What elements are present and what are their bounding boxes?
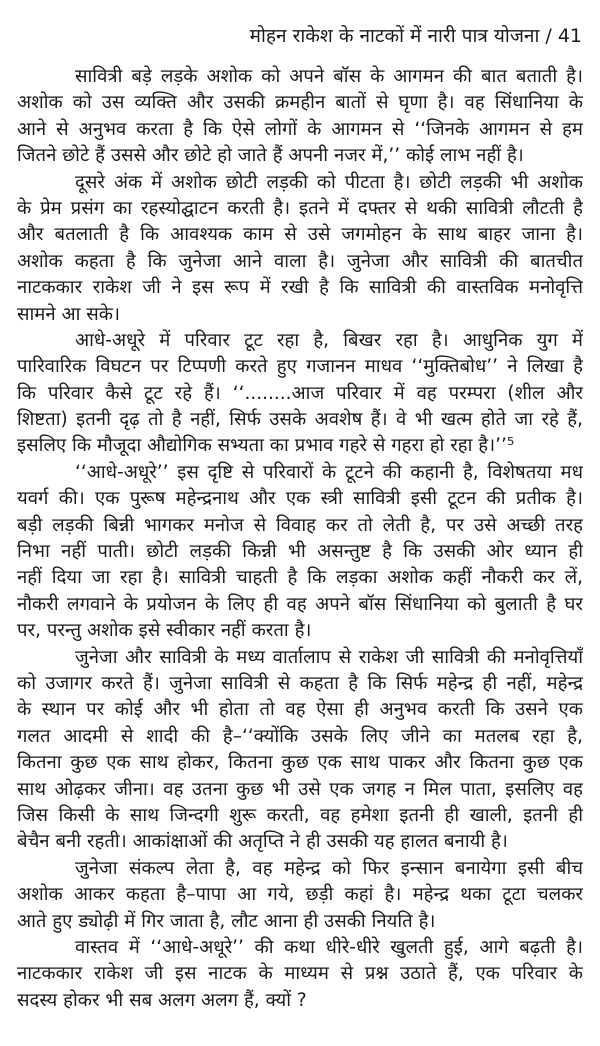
paragraph xyxy=(17,935,583,1014)
text-line: अशोक कहता है कि जुनेजा आने वाला है। जुनेजा और सावित्री की बातचीत xyxy=(17,250,583,272)
header-separator: / xyxy=(545,25,552,47)
text-line: पारिवारिक विघटन पर टिप्पणी करते हुए गजानन माधव ‘‘मुक्तिबोध’’ ने लिखा है xyxy=(17,356,583,378)
body-text xyxy=(17,64,583,1014)
text-line: यवर्ग की। एक पुरूष महेन्द्रनाथ और एक स्त्री सावित्री इसी टूटन की प्रतीक है। xyxy=(17,488,583,510)
text-line: कितना कुछ एक साथ होकर, कितना कुछ एक साथ पाकर और कितना कुछ एक xyxy=(17,752,583,774)
text-line: अशोक को उस व्यक्ति और उसकी क्रमहीन बातों से घृणा है। वह सिंधानिया के xyxy=(17,92,583,114)
text-line: नहीं दिया जा रहा है। सावित्री चाहती है कि लड़का अशोक कहीं नौकरी कर लें, xyxy=(17,567,583,589)
text-line: जुनेजा और सावित्री के मध्य वार्तालाप से राकेश जी सावित्री की मनोवृत्तियाँ xyxy=(75,646,583,668)
text-line: साथ ओढ़कर जीना। वह उतना कुछ भी उसे एक जगह न मिल पाता, इसलिए वह xyxy=(17,778,583,800)
text-line: आते हुए ड्योढ़ी में गिर जाता है, लौट आना ही उसकी नियति है। xyxy=(17,910,436,932)
running-header xyxy=(250,22,582,48)
paragraph xyxy=(17,645,583,856)
text-line: गलत आदमी से शादी की है–‘‘क्योंकि उसके लिए जीने का मतलब रहा है, xyxy=(17,725,583,747)
text-line: ‘‘आधे-अधूरे’’ इस दृष्टि से परिवारों के टूटने की कहानी है, विशेषतया मध xyxy=(75,461,583,483)
text-line: कि परिवार कैसे टूट रहे हैं। ‘‘........आज परिवार में वह परम्परा (शील और xyxy=(17,382,583,404)
text-line: अशोक आकर कहता है–पापा आ गये, छड़ी कहां है। महेन्द्र थका टूटा चलकर xyxy=(17,884,583,906)
paragraph xyxy=(17,170,583,328)
running-header-title: मोहन राकेश के नाटकों में नारी पात्र योजना xyxy=(249,25,540,47)
text-line: सावित्री बड़े लड़के अशोक को अपने बॉस के आगमन की बात बताती है। xyxy=(75,66,583,87)
paragraph xyxy=(17,328,583,460)
text-line: जिस किसी के साथ जिन्दगी शुरू करती, वह हमेशा इतनी ही खाली, इतनी ही xyxy=(17,804,583,826)
text-line: शिष्टता) इतनी दृढ़ तो है नहीं, सिर्फ उसके अवशेष हैं। वे भी खत्म होते जा रहे हैं, xyxy=(17,409,583,431)
text-line: जुनेजा संकल्प लेता है, वह महेन्द्र को फिर इन्सान बनायेगा इसी बीच xyxy=(75,857,583,879)
text-line: नाटककार राकेश जी इस नाटक के माध्यम से प्रश्न उठाते हैं, एक परिवार के xyxy=(17,963,583,985)
text-line: और बतलाती है कि आवश्यक काम से उसे जगमोहन के साथ बाहर जाना है। xyxy=(17,224,583,246)
text-line: वास्तव में ‘‘आधे-अधूरे’’ की कथा धीरे-धीरे खुलती हुई, आगे बढ़ती है। xyxy=(75,936,583,958)
paragraph xyxy=(17,460,583,645)
text-line: नौकरी लगवाने के प्रयोजन के लिए ही वह अपने बॉस सिंधानिया को बुलाती है घर xyxy=(17,593,583,615)
text-line: पर, परन्तु अशोक इसे स्वीकार नहीं करता है। xyxy=(17,620,312,642)
text-line: आधे-अधूरे में परिवार टूट रहा है, बिखर रहा है। आधुनिक युग में xyxy=(75,329,583,351)
text-line: बेचैन बनी रहती। आकांक्षाओं की अतृप्ति ने ही उसकी यह हालत बनायी है। xyxy=(17,831,508,853)
text-line: के स्थान पर कोई और भी होता तो वह ऐसा ही अनुभव करती कि उसने एक xyxy=(17,699,583,721)
text-line: निभा नहीं पाती। छोटी लड़की किन्नी भी असन्तुष्ट है कि उसकी ओर ध्यान ही xyxy=(17,541,583,563)
paragraph xyxy=(17,64,583,170)
text-line: सदस्य होकर भी सब अलग अलग हैं, क्यों ? xyxy=(17,989,307,1011)
text-line: नाटककार राकेश जी ने इस रूप में रखी है कि सावित्री की वास्तविक मनोवृत्ति xyxy=(17,277,583,299)
text-line: आने से अनुभव करता है कि ऐसे लोगों के आगमन से ‘‘जिनके आगमन से हम xyxy=(17,118,583,140)
text-line: को उजागर करते हैं। जुनेजा सावित्री से कहता है कि सिर्फ महेन्द्र ही नहीं, महेन्द्र xyxy=(17,672,583,694)
text-line: इसलिए कि मौजूदा औद्योगिक सभ्यता का प्रभाव गहरे से गहरा हो रहा है।’’⁵ xyxy=(17,435,515,457)
text-line: बड़ी लड़की बिन्नी भागकर मनोज से विवाह कर तो लेती है, पर उसे अच्छी तरह xyxy=(17,514,583,536)
text-line: के प्रेम प्रसंग का रहस्योद्घाटन करती है। इतने में दफ्तर से थकी सावित्री लौटती है xyxy=(17,197,583,219)
page-number: 41 xyxy=(557,25,582,47)
paragraph xyxy=(17,856,583,935)
text-line: दूसरे अंक में अशोक छोटी लड़की को पीटता है। छोटी लड़की भी अशोक xyxy=(75,171,583,193)
text-line: सामने आ सके। xyxy=(17,303,121,325)
text-line: जितने छोटे हैं उससे और छोटे हो जाते हैं अपनी नजर में,’’ कोई लाभ नहीं है। xyxy=(17,145,524,167)
